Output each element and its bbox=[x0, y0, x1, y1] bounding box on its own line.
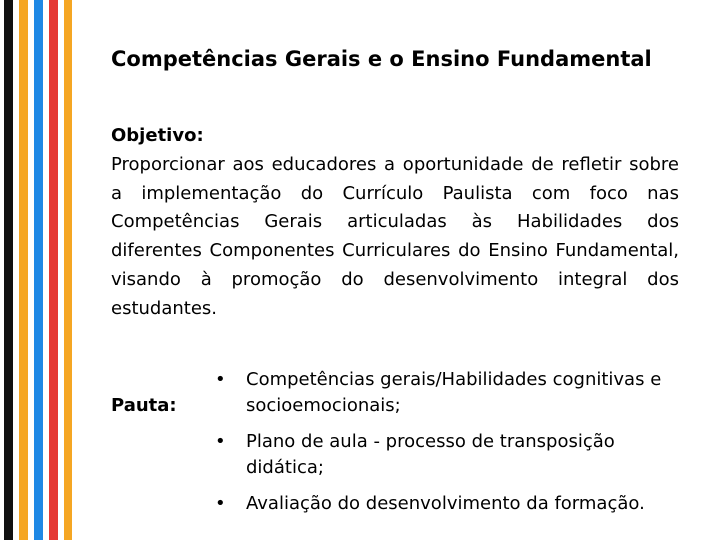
bullet-icon: • bbox=[215, 369, 226, 390]
slide-title: Competências Gerais e o Ensino Fundamental bbox=[111, 47, 652, 71]
decorative-stripes bbox=[0, 0, 76, 540]
objective-label: Objetivo: bbox=[111, 125, 204, 146]
stripe-red bbox=[49, 0, 58, 540]
objective-text: Proporcionar aos educadores a oportunidade de refletir sobre a implementação do Currículo Paulista com foco nas Competências Gerais articuladas às Habilidades dos diferentes Componentes Curriculares do Ensino Fundamental, visando à promoção do desenvolvimento integral dos estudantes. bbox=[111, 153, 679, 319]
list-item bbox=[215, 491, 685, 517]
bullet-icon: • bbox=[215, 493, 226, 514]
pauta-list bbox=[215, 367, 685, 527]
pauta-label: Pauta: bbox=[111, 395, 177, 416]
stripe-black bbox=[4, 0, 13, 540]
stripe-orange bbox=[64, 0, 72, 540]
pauta-item-text: Competências gerais/Habilidades cognitivas e socioemocionais; bbox=[246, 369, 662, 416]
list-item bbox=[215, 429, 685, 481]
objective-section bbox=[111, 122, 679, 324]
pauta-item-text: Plano de aula - processo de transposição didática; bbox=[246, 431, 615, 478]
stripe-blue bbox=[34, 0, 43, 540]
stripe-orange bbox=[19, 0, 28, 540]
bullet-icon: • bbox=[215, 431, 226, 452]
pauta-item-text: Avaliação do desenvolvimento da formação. bbox=[246, 493, 645, 514]
list-item bbox=[215, 367, 685, 419]
